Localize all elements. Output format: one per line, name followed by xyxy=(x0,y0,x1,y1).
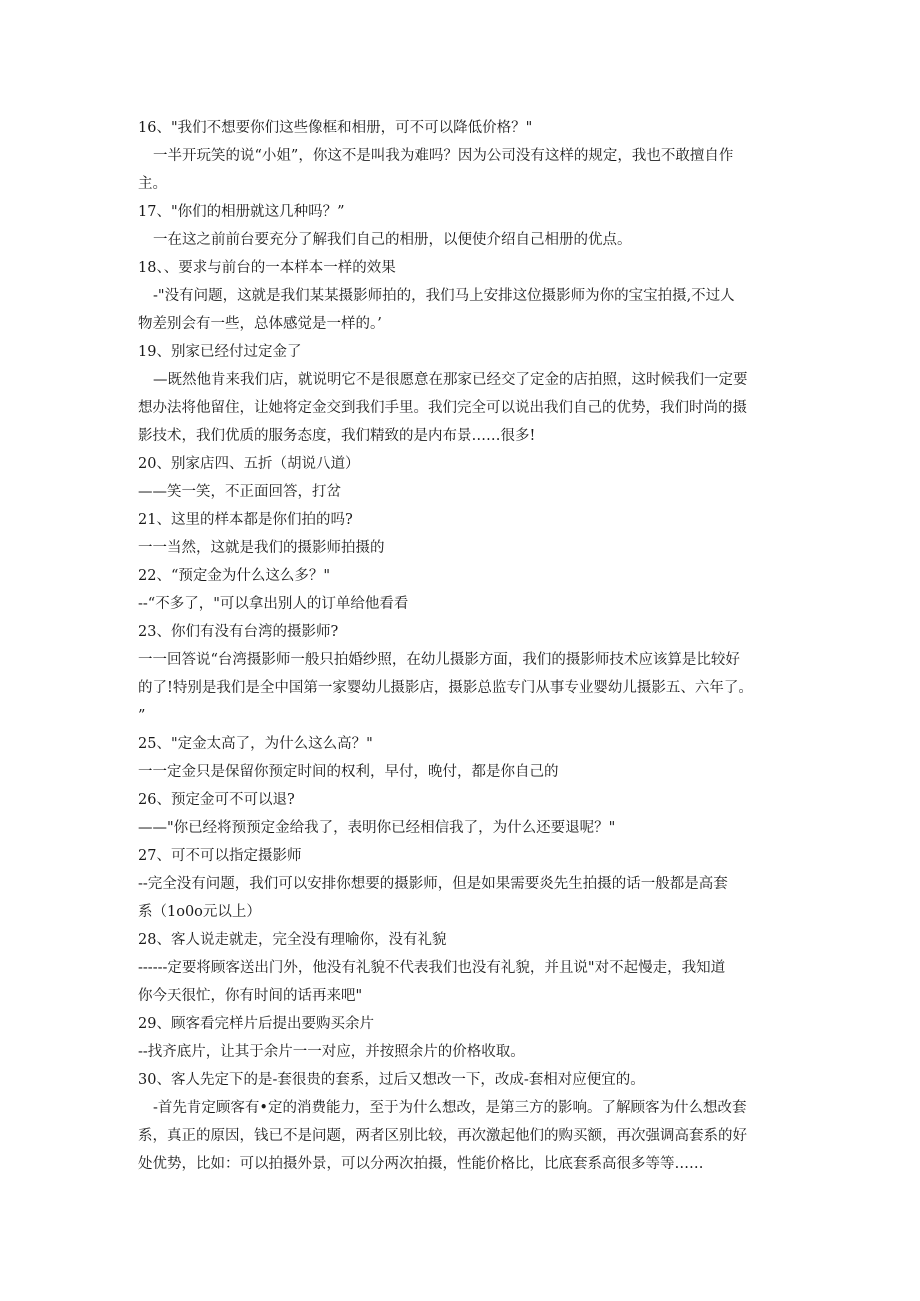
answer-26: ——"你已经将预预定金给我了，表明你已经相信我了，为什么还要退呢？" xyxy=(138,820,616,836)
question-26: 26、预定金可不可以退? xyxy=(138,792,295,808)
question-25: 25、"定金太高了，为什么这么高？" xyxy=(138,736,373,752)
answer-19-line-2: 想办法将他留住，让她将定金交到我们手里。我们完全可以说出我们自己的优势，我们时尚的摄 xyxy=(138,400,747,416)
answer-28-line-2: 你今天很忙，你有时间的话再来吧" xyxy=(138,988,363,1004)
question-20: 20、别家店四、五折（胡说八道） xyxy=(138,456,360,472)
answer-27-line-2: 系（1o0o元以上） xyxy=(138,904,261,920)
question-17: 17、"你们的相册就这几种吗？” xyxy=(138,204,345,220)
answer-19-line-3: 影技术，我们优质的服务态度，我们精致的是内布景……很多! xyxy=(138,428,536,444)
answer-20: ——笑一笑，不正面回答，打岔 xyxy=(138,484,341,500)
question-18: 18、、要求与前台的一本样本一样的效果 xyxy=(138,260,396,276)
answer-18-line-1: -"没有问题，这就是我们某某摄影师拍的，我们马上安排这位摄影师为你的宝宝拍摄,不过人 xyxy=(153,288,735,304)
answer-18-line-2: 物差别会有一些，总体感觉是一样的。’ xyxy=(138,316,382,332)
question-16: 16、"我们不想要你们这些像框和相册，可不可以降低价格？" xyxy=(138,120,533,136)
question-22: 22、“预定金为什么这么多？" xyxy=(138,568,331,584)
question-21: 21、这里的样本都是你们拍的吗? xyxy=(138,512,353,528)
question-23: 23、你们有没有台湾的摄影师? xyxy=(138,624,339,640)
answer-16-line-2: 主。 xyxy=(138,176,167,192)
answer-16-line-1: 一半开玩笑的说“小姐”，你这不是叫我为难吗？因为公司没有这样的规定，我也不敢擅自作 xyxy=(153,148,734,164)
question-29: 29、顾客看完样片后提出要购买余片 xyxy=(138,1016,374,1032)
answer-30-line-1: -首先肯定顾客有•定的消费能力，至于为什么想改，是第三方的影响。了解顾客为什么想改套 xyxy=(153,1100,747,1116)
answer-17: 一在这之前前台要充分了解我们自己的相册，以便使介绍自己相册的优点。 xyxy=(153,232,632,248)
answer-23-line-3: ” xyxy=(138,708,146,724)
answer-21: 一一当然，这就是我们的摄影师拍摄的 xyxy=(138,540,385,556)
answer-23-line-2: 的了!特别是我们是全中国第一家婴幼儿摄影店，摄影总监专门从事专业婴幼儿摄影五、六年了。 xyxy=(138,680,753,696)
answer-28-line-1: ------定要将顾客送出门外，他没有礼貌不代表我们也没有礼貌，并且说"对不起慢走，我知道 xyxy=(138,960,726,976)
answer-19-line-1: —既然他肯来我们店，就说明它不是很愿意在那家已经交了定金的店拍照，这时候我们一定要 xyxy=(153,372,748,388)
answer-29: --找齐底片，让其于余片一一对应，并按照余片的价格收取。 xyxy=(138,1044,525,1060)
question-30: 30、客人先定下的是-套很贵的套系，过后又想改一下，改成-套相对应便宜的。 xyxy=(138,1072,645,1088)
answer-23-line-1: 一一回答说“台湾摄影师一般只拍婚纱照，在幼儿摄影方面，我们的摄影师技术应该算是比较好 xyxy=(138,652,740,668)
document-body xyxy=(138,114,790,1178)
question-19: 19、别家已经付过定金了 xyxy=(138,344,302,360)
question-27: 27、可不可以指定摄影师 xyxy=(138,848,302,864)
answer-27-line-1: --完全没有问题，我们可以安排你想要的摄影师，但是如果需要炎先生拍摄的话一般都是高套 xyxy=(138,876,728,892)
question-28: 28、客人说走就走，完全没有理喻你，没有礼貌 xyxy=(138,932,447,948)
answer-30-line-3: 处优势，比如：可以拍摄外景，可以分两次拍摄，性能价格比，比底套系高很多等等…… xyxy=(138,1156,704,1172)
answer-25: 一一定金只是保留你预定时间的权利，早付，晚付，都是你自己的 xyxy=(138,764,559,780)
answer-30-line-2: 系，真正的原因，钱已不是问题，两者区别比较，再次激起他们的购买额，再次强调高套系的好 xyxy=(138,1128,747,1144)
answer-22: --“不多了，"可以拿出别人的订单给他看看 xyxy=(138,596,409,612)
